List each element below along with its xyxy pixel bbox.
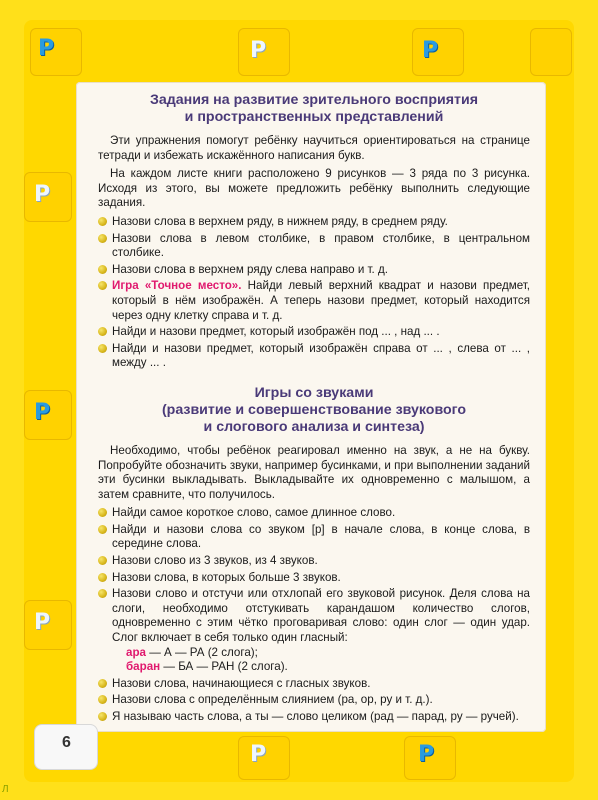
frame-letter: Р bbox=[38, 36, 55, 61]
sound-paragraph: Необходимо, чтобы ребёнок реагировал именно на звук, а не на букву. Попробуйте обозначить звуки, например бусинками, и при выполнении заданий эти бусинки выкладывать. Выкладывайте их одновременно с малышом, а затем сравните, что получилось. bbox=[98, 443, 531, 501]
syllable-example: баран — БА — РАН (2 слога). bbox=[126, 660, 288, 674]
bead-bullet-icon bbox=[98, 508, 107, 517]
bead-bullet-icon bbox=[98, 265, 107, 274]
list-item: Назови слова в верхнем ряду слева направо и т. д. bbox=[98, 263, 530, 278]
bead-bullet-icon bbox=[98, 217, 107, 226]
list-item: Назови слово и отстучи или отхлопай его звуковой рисунок. Деля слова на слоги, необходимо отстукивать карандашом количество слогов, одновременно с этим чётко проговаривая слово: один слог — один удар. Слог включает в себя только один гласный: ара — А — РА (2 слога); баран — БА — РАН (2 слога). bbox=[98, 587, 530, 675]
bead-bullet-icon bbox=[98, 281, 107, 290]
intro-paragraph: Эти упражнения помогут ребёнку научиться ориентироваться на странице тетради и избежать искажённого написания букв. bbox=[98, 134, 530, 162]
frame-letter: Р bbox=[34, 610, 51, 635]
page-number: 6 bbox=[62, 734, 71, 751]
list-item: Игра «Точное место». Найди левый верхний квадрат и назови предмет, который в нём изображён. А теперь назови предмет, который находится через одну клетку справа и т. д. bbox=[98, 279, 530, 323]
list-item: Найди самое короткое слово, самое длинное слово. bbox=[98, 506, 530, 521]
corner-mark: Л bbox=[2, 784, 9, 795]
frame-letter: Р bbox=[34, 400, 51, 425]
syllable-example: ара — А — РА (2 слога); bbox=[126, 645, 258, 659]
bead-bullet-icon bbox=[98, 573, 107, 582]
bead-bullet-icon bbox=[98, 525, 107, 534]
section-title-visual-perception: Задания на развитие зрительного восприятия и пространственных представлений bbox=[150, 92, 478, 125]
frame-letter: Р bbox=[422, 38, 439, 63]
list-item: Назови слова с определённым слиянием (ра, ор, ру и т. д.). bbox=[98, 693, 530, 708]
list-item: Назови слова, в которых больше 3 звуков. bbox=[98, 571, 530, 586]
list-item: Назови слово из 3 звуков, из 4 звуков. bbox=[98, 554, 530, 569]
game-label: Игра «Точное место». bbox=[112, 279, 242, 293]
list-item: Назови слова в левом столбике, в правом столбике, в центральном столбике. bbox=[98, 232, 530, 261]
bead-bullet-icon bbox=[98, 327, 107, 336]
bead-bullet-icon bbox=[98, 344, 107, 353]
intro-paragraph: На каждом листе книги расположено 9 рисунков — 3 ряда по 3 рисунка. Исходя из этого, вы можете предложить ребёнку выполнить следующие задания. bbox=[98, 167, 530, 210]
section-title-sound-games: Игры со звуками (развитие и совершенствование звукового и слогового анализа и синтеза) bbox=[161, 384, 467, 435]
frame-letter: Р bbox=[250, 742, 267, 767]
bead-bullet-icon bbox=[98, 556, 107, 565]
bead-bullet-icon bbox=[98, 679, 107, 688]
frame-letter: Р bbox=[418, 742, 435, 767]
list-item: Назови слова, начинающиеся с гласных звуков. bbox=[98, 677, 530, 692]
list-item: Найди и назови слова со звуком [р] в начале слова, в конце слова, в середине слова. bbox=[98, 523, 530, 552]
frame-letter: Р bbox=[250, 38, 267, 63]
list-item: Найди и назови предмет, который изображён под ... , над ... . bbox=[98, 325, 530, 340]
content-panel bbox=[76, 82, 546, 732]
bead-bullet-icon bbox=[98, 712, 107, 721]
bead-bullet-icon bbox=[98, 589, 107, 598]
puzzle-piece bbox=[530, 28, 572, 76]
task-list bbox=[98, 215, 530, 371]
list-item: Назови слова в верхнем ряду, в нижнем ряду, в среднем ряду. bbox=[98, 215, 530, 230]
sound-task-list bbox=[98, 506, 530, 724]
frame-letter: Р bbox=[34, 182, 51, 207]
list-item: Я называю часть слова, а ты — слово целиком (рад — парад, ру — ручей). bbox=[98, 710, 530, 725]
list-item: Найди и назови предмет, который изображён справа от ... , слева от ... , между ... . bbox=[98, 342, 530, 371]
bead-bullet-icon bbox=[98, 695, 107, 704]
content-text bbox=[98, 92, 530, 729]
bead-bullet-icon bbox=[98, 234, 107, 243]
